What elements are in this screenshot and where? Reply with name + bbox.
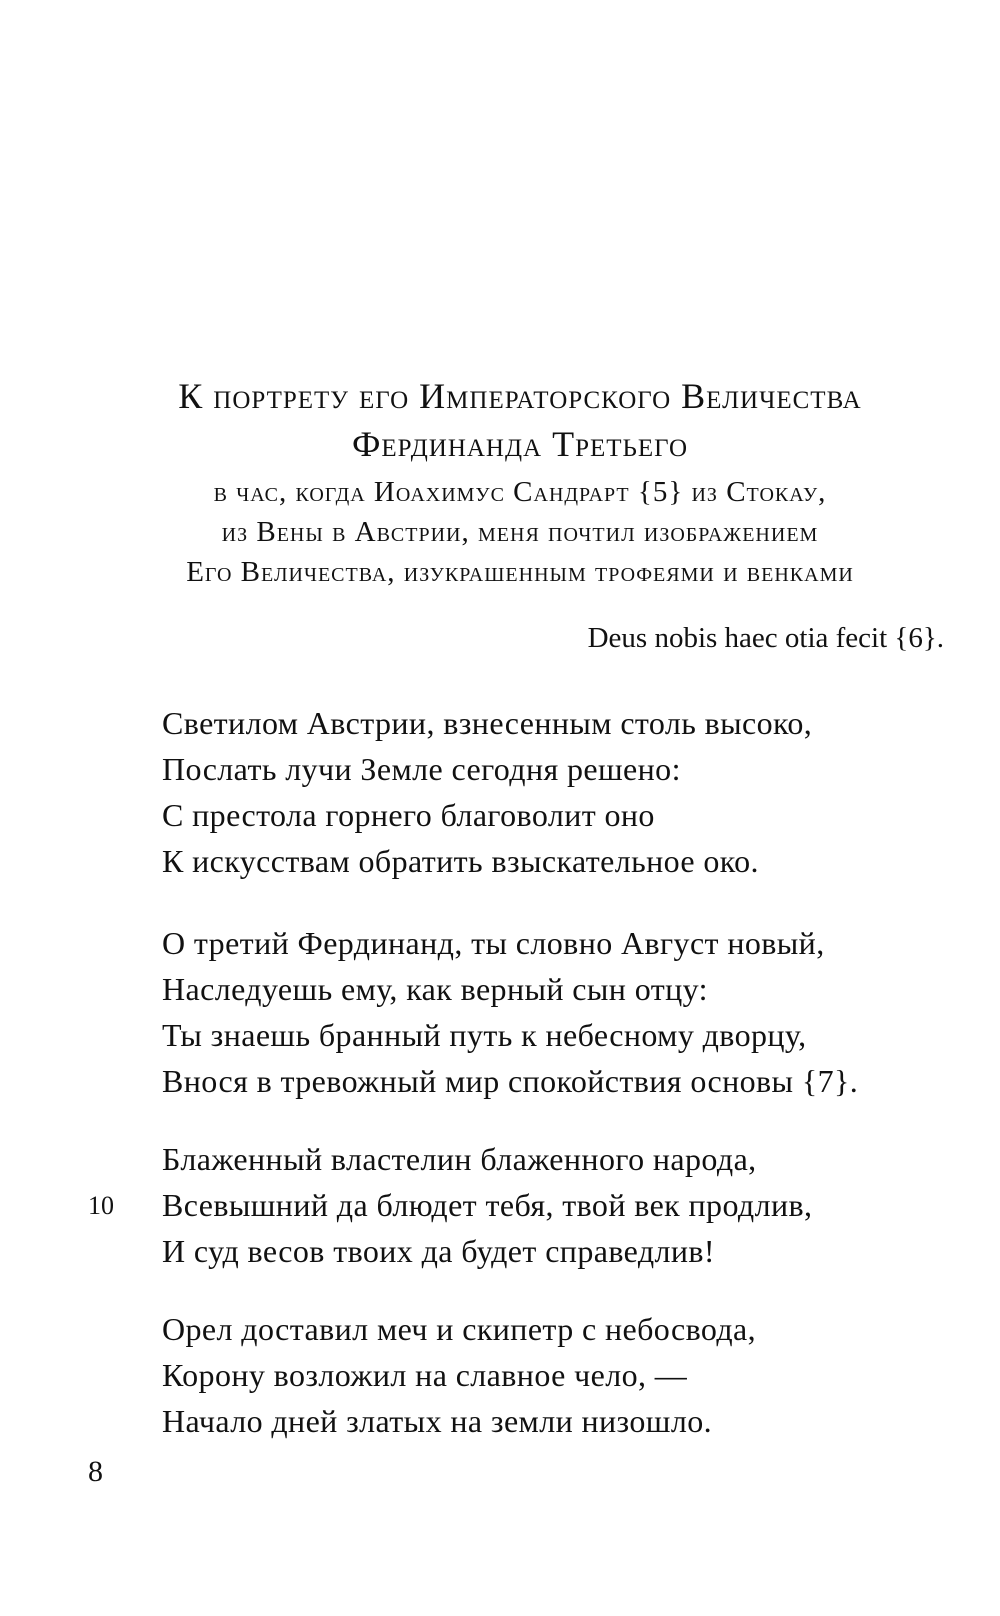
verse-line: Начало дней златых на земли низошло. bbox=[162, 1403, 713, 1439]
verse-line: Блаженный властелин блаженного народа, bbox=[162, 1141, 757, 1177]
verse-line: Светилом Австрии, взнесенным столь высоко, bbox=[162, 705, 813, 741]
verse-line: Всевышний да блюдет тебя, твой век продлив, bbox=[162, 1187, 813, 1223]
verse-line: С престола горнего благоволит оно bbox=[162, 797, 655, 833]
subtitle-line: Его Величества, изукрашенным трофеями и венками bbox=[186, 556, 854, 588]
stanza bbox=[162, 1136, 962, 1274]
line-number-marker: 10 bbox=[88, 1191, 114, 1220]
title-line: К портрету его Императорского Величества bbox=[178, 376, 862, 416]
subtitle-line: в час, когда Иоахимус Сандрарт {5} из Стокау, bbox=[213, 476, 827, 508]
subtitle-line: из Вены в Австрии, меня почтил изображением bbox=[221, 516, 819, 548]
stanza bbox=[162, 1306, 962, 1444]
stanza bbox=[162, 920, 962, 1104]
page-number: 8 bbox=[88, 1455, 103, 1488]
verse-line: Корону возложил на славное чело, — bbox=[162, 1357, 688, 1393]
verse-line: Наследуешь ему, как верный сын отцу: bbox=[162, 971, 708, 1007]
stanza bbox=[162, 700, 962, 884]
verse-line: Орел доставил меч и скипетр с небосвода, bbox=[162, 1311, 757, 1347]
poem-heading bbox=[80, 372, 960, 592]
verse-line: Послать лучи Земле сегодня решено: bbox=[162, 751, 681, 787]
verse-line: К искусствам обратить взыскательное око. bbox=[162, 843, 759, 879]
verse-line: Ты знаешь бранный путь к небесному дворцу, bbox=[162, 1017, 807, 1053]
epigraph: Deus nobis haec otia fecit {6}. bbox=[587, 622, 944, 654]
verse-line: Внося в тревожный мир спокойствия основы {7}. bbox=[162, 1063, 859, 1099]
verse-line: И суд весов твоих да будет справедлив! bbox=[162, 1233, 715, 1269]
verse-line: О третий Фердинанд, ты словно Август новый, bbox=[162, 925, 825, 961]
title-line: Фердинанда Третьего bbox=[351, 424, 689, 464]
